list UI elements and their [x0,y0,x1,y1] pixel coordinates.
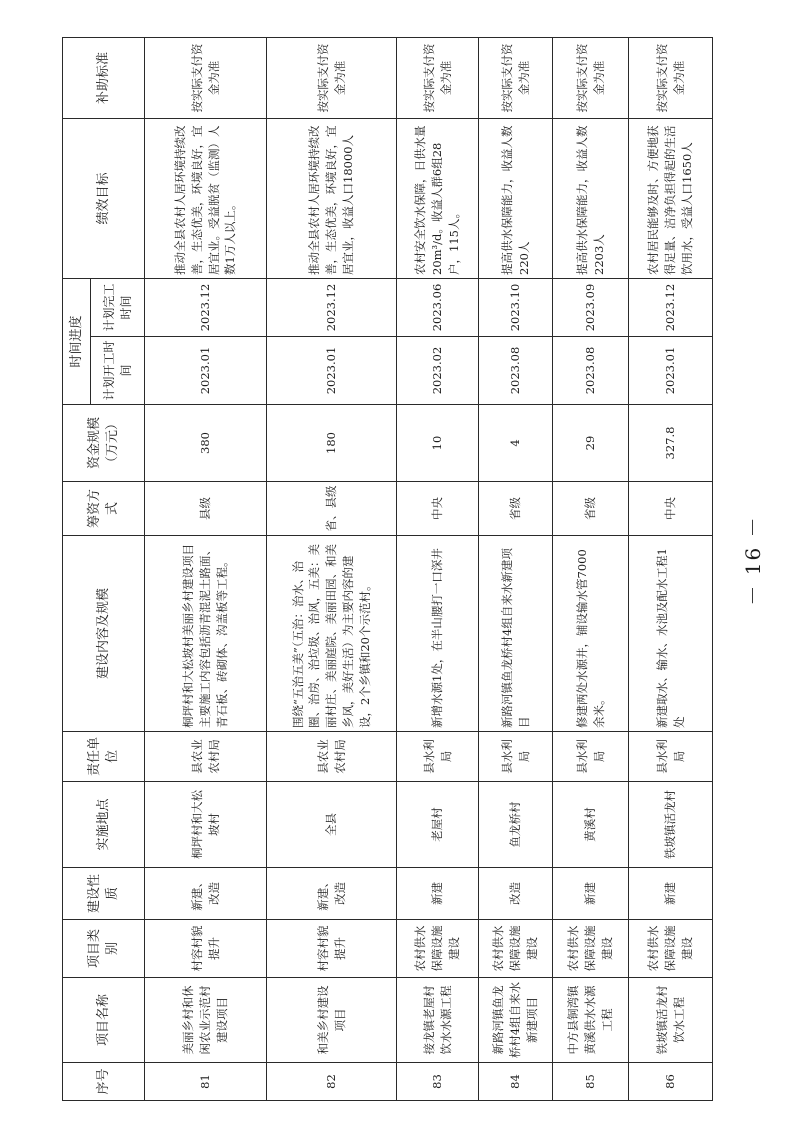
cell-target: 提高供水保障能力，收益人数2203人 [553,118,629,278]
table-row [267,37,397,1100]
cell-end: 2023.12 [267,278,397,336]
cell-category: 村容村貌提升 [145,920,267,978]
cell-content: 修建两处水源井，铺设输水管7000余米。 [553,536,629,732]
cell-name: 美丽乡村和休闲农业示范村建设项目 [145,978,267,1063]
cell-nature: 新建、改造 [267,868,397,920]
cell-seq: 81 [145,1063,267,1101]
cell-start: 2023.08 [479,337,553,405]
cell-funding: 省级 [553,482,629,536]
header-schedule: 时间进度 [63,278,91,404]
cell-name: 中方县铜湾镇黄溪供水水源工程 [553,978,629,1063]
cell-category: 村容村貌提升 [267,920,397,978]
header-funding: 筹资方式 [63,482,145,536]
cell-subsidy: 按实际支付资金为准 [397,37,479,118]
cell-content: 桐坪村和大松坡村美丽乡村建设项目主要施工内容包括沥青混泥土路面、青石板、砖砌体、沟盖板等工程。 [145,536,267,732]
cell-name: 新路河镇鱼龙桥村4组自来水新建项目 [479,978,553,1063]
cell-seq: 85 [553,1063,629,1101]
header-seq: 序号 [63,1063,145,1101]
cell-subsidy: 按实际支付资金为准 [145,37,267,118]
cell-target: 推动全县农村人居环境持续改善，生态优美，环境良好，宜居宜业。受益脱贫（监测）人数1万人以上。 [145,118,267,278]
cell-name: 接龙镇老屋村饮水水源工程 [397,978,479,1063]
cell-seq: 86 [629,1063,713,1101]
cell-funding: 省、县级 [267,482,397,536]
cell-target: 推动全县农村人居环境持续改善，生态优美，环境良好，宜居宜业，收益人口18000人 [267,118,397,278]
header-content: 建设内容及规模 [63,536,145,732]
cell-location: 黄溪村 [553,782,629,868]
cell-end: 2023.09 [553,278,629,336]
cell-content: 新路河镇鱼龙桥村4组自来水新建项目 [479,536,553,732]
cell-content: 新建取水、输水、水池及配水工程1处 [629,536,713,732]
cell-category: 农村供水保障设施建设 [479,920,553,978]
cell-subsidy: 按实际支付资金为准 [479,37,553,118]
cell-start: 2023.08 [553,337,629,405]
cell-target: 农村居民能够及时、方便地获得足量、洁净负担得起的生活饮用水，受益人口1650人 [629,118,713,278]
cell-end: 2023.12 [629,278,713,336]
cell-unit: 县农业农村局 [267,732,397,782]
cell-funding: 县级 [145,482,267,536]
cell-scale: 380 [145,405,267,482]
header-category: 项目类别 [63,920,145,978]
cell-name: 和美乡村建设项目 [267,978,397,1063]
header-end: 计划完工时间 [91,278,145,336]
cell-start: 2023.02 [397,337,479,405]
cell-start: 2023.01 [267,337,397,405]
cell-content: 新增水源1处，在半山腰打一口深井 [397,536,479,732]
header-name: 项目名称 [63,978,145,1063]
cell-location: 鱼龙桥村 [479,782,553,868]
table-row [145,37,267,1100]
cell-end: 2023.10 [479,278,553,336]
cell-funding: 中央 [397,482,479,536]
cell-target: 提高供水保障能力，收益人数220人 [479,118,553,278]
cell-end: 2023.06 [397,278,479,336]
cell-target: 农村安全饮水保障，日供水量20m³/d。收益人群6组28户，115人。 [397,118,479,278]
table-row [479,37,553,1100]
cell-seq: 84 [479,1063,553,1101]
cell-nature: 改造 [479,868,553,920]
page-number: － 16 － [741,515,765,606]
cell-start: 2023.01 [145,337,267,405]
header-target: 绩效目标 [63,118,145,278]
cell-scale: 4 [479,405,553,482]
cell-unit: 县水利局 [397,732,479,782]
cell-funding: 中央 [629,482,713,536]
cell-location: 全县 [267,782,397,868]
cell-unit: 县农业农村局 [145,732,267,782]
cell-nature: 新建 [397,868,479,920]
cell-location: 铁坡镇活龙村 [629,782,713,868]
header-scale: 资金规模（万元） [63,405,145,482]
cell-unit: 县水利局 [479,732,553,782]
cell-subsidy: 按实际支付资金为准 [629,37,713,118]
table-header [63,37,145,1100]
cell-subsidy: 按实际支付资金为准 [553,37,629,118]
project-table [62,37,713,1101]
table-row [629,37,713,1100]
header-subsidy: 补助标准 [63,37,145,118]
cell-unit: 县水利局 [553,732,629,782]
header-start: 计划开工时间 [91,337,145,405]
cell-content: 围绕“五治五美”（五治：治水、治圈、治房、治垃圾、治风，五美：美丽村庄、美丽庭院、美丽田园、和美乡风，美好生活）为主要内容的建设，2个乡镇和20个示范村。 [267,536,397,732]
header-nature: 建设性质 [63,868,145,920]
cell-location: 老屋村 [397,782,479,868]
table-row [553,37,629,1100]
cell-seq: 83 [397,1063,479,1101]
cell-funding: 省级 [479,482,553,536]
cell-scale: 10 [397,405,479,482]
cell-seq: 82 [267,1063,397,1101]
cell-unit: 县水利局 [629,732,713,782]
cell-subsidy: 按实际支付资金为准 [267,37,397,118]
header-unit: 责任单位 [63,732,145,782]
cell-name: 铁坡镇活龙村饮水工程 [629,978,713,1063]
cell-scale: 327.8 [629,405,713,482]
header-location: 实施地点 [63,782,145,868]
cell-scale: 29 [553,405,629,482]
table-row [397,37,479,1100]
cell-category: 农村供水保障设施建设 [553,920,629,978]
cell-end: 2023.12 [145,278,267,336]
cell-scale: 180 [267,405,397,482]
cell-nature: 新建、改造 [145,868,267,920]
cell-start: 2023.01 [629,337,713,405]
cell-location: 桐坪村和大松坡村 [145,782,267,868]
cell-category: 农村供水保障设施建设 [629,920,713,978]
cell-nature: 新建 [629,868,713,920]
cell-category: 农村供水保障设施建设 [397,920,479,978]
cell-nature: 新建 [553,868,629,920]
table-body [145,37,713,1100]
